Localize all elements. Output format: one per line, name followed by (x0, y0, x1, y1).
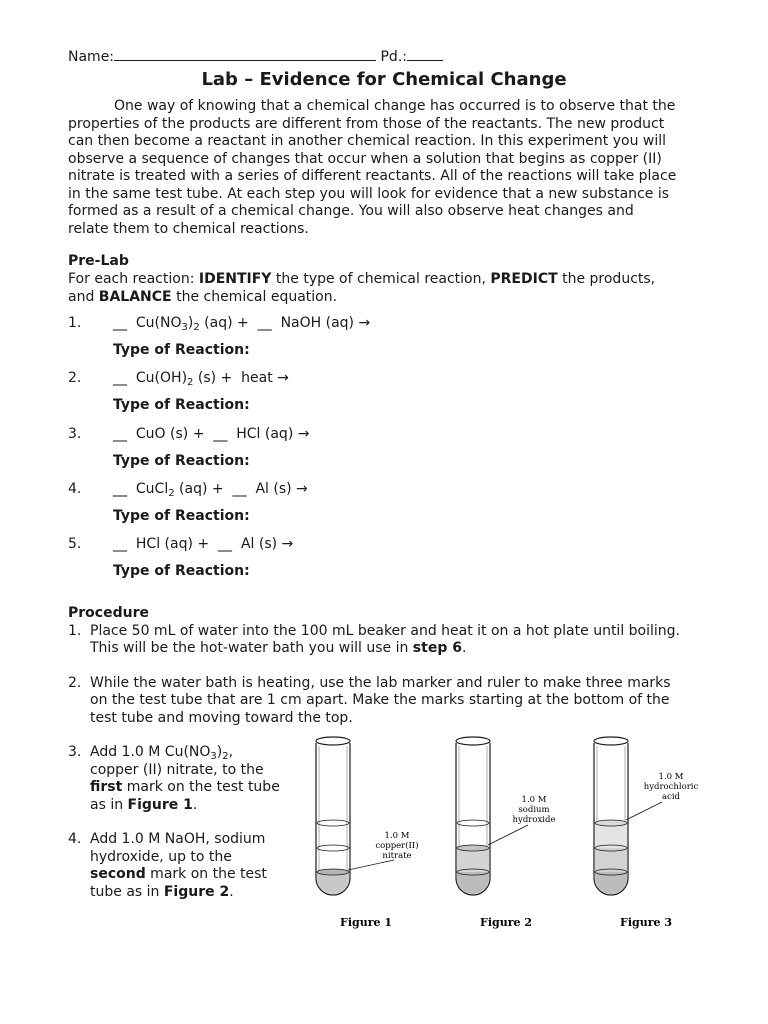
instr-text: and (68, 289, 99, 305)
step-number: 1. (68, 623, 82, 639)
figure-reference: Figure 2 (163, 884, 230, 900)
tube-mark (457, 820, 489, 826)
figure-label-line: 1.0 M (521, 795, 547, 805)
reactant-text: HCl (aq) → (236, 426, 310, 442)
instr-text: For each reaction: (68, 271, 199, 287)
tube-rim (316, 737, 350, 745)
subscript: 3 (181, 322, 188, 333)
intro-line: formed as a result of a chemical change. You will also observe heat changes and (68, 203, 634, 219)
procedure-heading: Procedure (68, 605, 149, 621)
reactant-text: Cu(NO (135, 315, 182, 331)
step-text-part: . (229, 884, 234, 900)
figure-1-test-tube (316, 737, 419, 929)
step-text: hydroxide, up to the (90, 849, 232, 865)
reactant-text: CuCl (135, 481, 169, 497)
step-text (90, 640, 466, 658)
period-blank (407, 47, 443, 61)
label-leader-line (488, 825, 528, 845)
label-leader-line (626, 802, 662, 820)
reaction-equation (113, 426, 309, 442)
step-text-part: ) (216, 744, 223, 760)
label-leader-line (348, 860, 394, 870)
figure-3-test-tube (594, 737, 698, 929)
reaction-number: 4. (68, 481, 82, 497)
step-text: Add 1.0 M NaOH, sodium (90, 831, 266, 847)
name-label: Name: (68, 49, 115, 65)
step-text: While the water bath is heating, use the lab marker and ruler to make three marks (90, 675, 671, 691)
figure-label-line: 1.0 M (658, 772, 684, 782)
subscript: 2 (222, 751, 229, 762)
reaction-equation (113, 481, 308, 497)
reactant-state: (aq) + (174, 481, 224, 497)
liquid-surface (595, 820, 627, 826)
name-blank (114, 47, 376, 61)
instr-text: the products, (557, 271, 656, 287)
coefficient-blank: __ (113, 315, 127, 331)
coefficient-blank: __ (113, 426, 127, 442)
balance-keyword: BALANCE (98, 289, 172, 305)
type-of-reaction-label: Type of Reaction: (113, 508, 250, 524)
figure-label-line: hydroxide (512, 815, 556, 825)
intro-line: in the same test tube. At each step you will look for evidence that a new substance is (68, 186, 670, 202)
step-number: 4. (68, 831, 82, 847)
reactant-text: CuO (s) + (135, 426, 205, 442)
figure-1-caption: Figure 1 (340, 916, 392, 929)
figure-label-line: 1.0 M (384, 831, 410, 841)
figure-label-line: acid (662, 792, 680, 802)
tube-mark (317, 845, 349, 851)
reaction-number: 1. (68, 315, 82, 331)
coefficient-blank: __ (213, 426, 228, 442)
prelab-heading: Pre-Lab (68, 253, 129, 269)
type-of-reaction-label: Type of Reaction: (113, 563, 250, 579)
step-text: test tube and moving toward the top. (90, 710, 353, 726)
step-text-part: mark on the test tube (122, 779, 280, 795)
step-text (90, 744, 233, 762)
prelab-instructions-line2 (68, 289, 337, 306)
reaction-equation (113, 370, 289, 386)
reaction-number: 3. (68, 426, 82, 442)
subscript: 2 (168, 488, 175, 499)
step-text-part: mark on the test (145, 866, 267, 882)
intro-line: relate them to chemical reactions. (68, 221, 309, 237)
mark-keyword: first (90, 779, 123, 795)
reactant-text: Al (s) → (240, 536, 294, 552)
type-of-reaction-label: Type of Reaction: (113, 397, 250, 413)
liquid-surface (317, 869, 349, 875)
coefficient-blank: __ (232, 481, 247, 497)
step-text (90, 884, 234, 902)
coefficient-blank: __ (113, 481, 127, 497)
reactant-text: Al (s) → (255, 481, 308, 497)
coefficient-blank: __ (113, 536, 127, 552)
type-of-reaction-label: Type of Reaction: (113, 453, 250, 469)
figure-3-caption: Figure 3 (620, 916, 672, 929)
step-text (90, 779, 280, 797)
liquid-surface (457, 845, 489, 851)
figure-2-test-tube (456, 737, 555, 929)
figure-label-line: sodium (518, 805, 550, 815)
intro-line: properties of the products are different from those of the reactants. The new product (68, 116, 665, 132)
coefficient-blank: __ (113, 370, 127, 386)
reaction-number: 5. (68, 536, 82, 552)
prelab-instructions-line1 (68, 271, 655, 288)
identify-keyword: IDENTIFY (198, 271, 272, 287)
tube-rim (594, 737, 628, 745)
subscript: 2 (193, 322, 200, 333)
page-title: Lab – Evidence for Chemical Change (201, 69, 567, 90)
step-reference: step 6 (412, 640, 462, 656)
type-of-reaction-label: Type of Reaction: (113, 342, 250, 358)
name-period-line (68, 47, 443, 66)
coefficient-blank: __ (257, 315, 272, 331)
step-text (90, 797, 197, 815)
intro-line: observe a sequence of changes that occur when a solution that begins as copper (II) (68, 151, 662, 167)
step-text-part: . (461, 640, 467, 656)
step-number: 2. (68, 675, 82, 691)
tube-rim (456, 737, 490, 745)
figure-2-caption: Figure 2 (480, 916, 532, 929)
step-text-part: tube as in (90, 884, 164, 900)
instr-text: the chemical equation. (171, 289, 338, 305)
step-text-part: Add 1.0 M Cu(NO (90, 744, 211, 760)
subscript: 2 (187, 377, 194, 388)
reaction-number: 2. (68, 370, 82, 386)
step-text-part: as in (90, 797, 128, 813)
subscript: 3 (210, 751, 217, 762)
reactant-text: Cu(OH) (135, 370, 188, 386)
figure-label-line: hydrochloric (643, 782, 699, 792)
instr-text: the type of chemical reaction, (271, 271, 491, 287)
reactant-text: heat → (241, 370, 289, 386)
intro-line: nitrate is treated with a series of different reactants. All of the reactions will take place (68, 168, 677, 184)
figure-label-line: nitrate (382, 851, 412, 861)
step-text-part: This will be the hot-water bath you will use in (90, 640, 413, 656)
reactant-text: NaOH (aq) → (280, 315, 371, 331)
figure-reference: Figure 1 (127, 797, 193, 813)
reaction-equation (113, 536, 293, 552)
step-text-part: , (228, 744, 234, 760)
predict-keyword: PREDICT (490, 271, 558, 287)
intro-line: can then become a reactant in another chemical reaction. In this experiment you will (68, 133, 667, 149)
step-text: Place 50 mL of water into the 100 mL beaker and heat it on a hot plate until boiling. (90, 623, 680, 639)
reactant-text: HCl (aq) + (135, 536, 210, 552)
reaction-equation (113, 315, 370, 331)
reactant-state: (s) + (193, 370, 233, 386)
period-label: Pd.: (380, 49, 407, 65)
reactant-text: ) (187, 315, 194, 331)
coefficient-blank: __ (218, 536, 233, 552)
step-text (90, 866, 267, 884)
intro-line: One way of knowing that a chemical change has occurred is to observe that the (114, 98, 676, 114)
step-number: 3. (68, 744, 82, 760)
step-text: copper (II) nitrate, to the (90, 762, 264, 778)
step-text: on the test tube that are 1 cm apart. Make the marks starting at the bottom of the (90, 692, 670, 708)
test-tube-figures (300, 730, 710, 935)
step-text-part: . (192, 797, 198, 813)
mark-keyword: second (90, 866, 146, 882)
figure-label-line: copper(II) (375, 841, 419, 851)
reactant-state: (aq) + (199, 315, 249, 331)
tube-mark (317, 820, 349, 826)
